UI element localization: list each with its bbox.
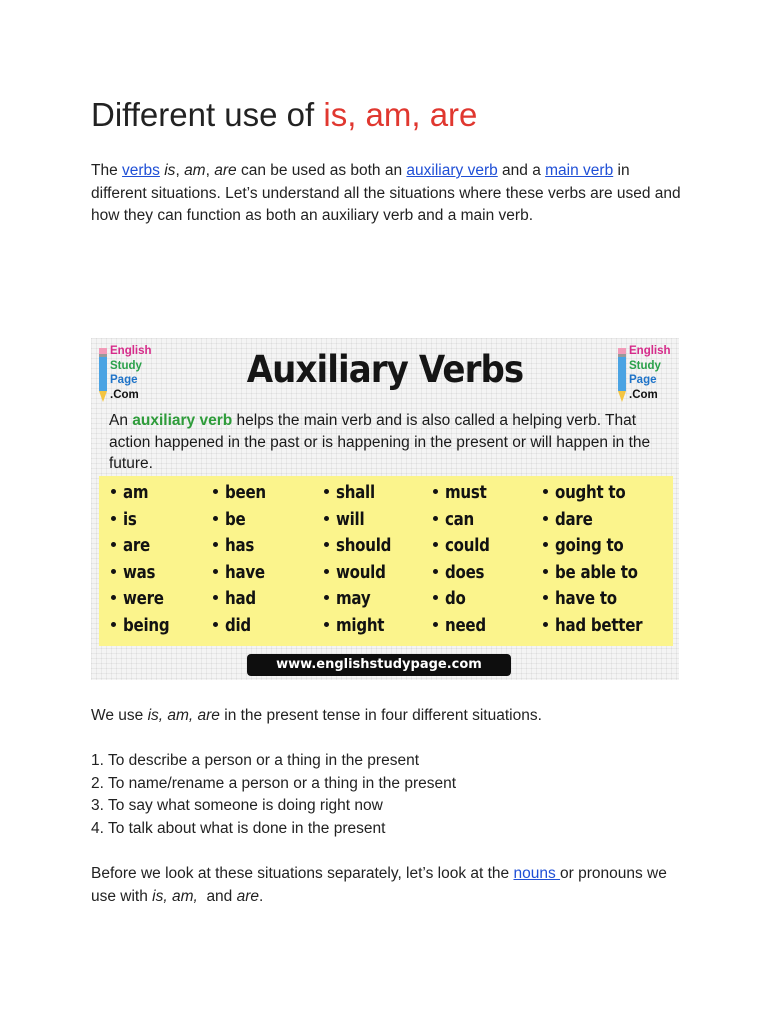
intro-text: The	[91, 162, 123, 179]
list-item: 2. To name/rename a person or a thing in the present	[91, 774, 457, 792]
verb-item: could	[433, 533, 497, 560]
closing-text: .	[259, 887, 264, 905]
verb-item: must	[433, 480, 497, 507]
desc-highlight: auxiliary verb	[132, 412, 233, 429]
verb-item: are	[111, 533, 177, 560]
closing-text: Before we look at these situations separately, let’s look at the	[91, 865, 514, 882]
page-title	[91, 96, 477, 134]
usage-text: in the present tense in four different situations.	[219, 707, 542, 724]
closing-emphasis: is, am,	[152, 887, 198, 905]
desc-text: An	[109, 412, 133, 429]
logo-word: Page	[629, 374, 657, 386]
verb-item: had better	[543, 613, 657, 640]
verb-item: might	[324, 613, 400, 640]
auxiliary-verb-link[interactable]: auxiliary verb	[406, 162, 498, 179]
verb-item: going to	[543, 533, 657, 560]
closing-text: or pronouns we use with	[91, 865, 667, 905]
verb-column	[213, 480, 273, 640]
logo-word: English	[110, 345, 152, 357]
verb-item: dare	[543, 507, 657, 534]
verb-item: been	[213, 480, 273, 507]
verb-item: am	[111, 480, 177, 507]
verb-item: did	[213, 613, 273, 640]
verb-item: have	[213, 560, 273, 587]
verb-item: do	[433, 586, 497, 613]
verb-item: shall	[324, 480, 400, 507]
intro-emphasis: are	[214, 162, 237, 179]
list-item: 3. To say what someone is doing right now	[91, 797, 383, 814]
auxiliary-verbs-infographic	[91, 338, 679, 680]
logo-word: .Com	[110, 388, 139, 401]
verb-item: were	[111, 586, 177, 613]
verb-item: had	[213, 586, 273, 613]
verbs-link[interactable]: verbs	[122, 162, 160, 179]
logo-word: .Com	[629, 388, 658, 401]
intro-text: ,	[205, 162, 215, 179]
list-item: 4. To talk about what is done in the present	[91, 819, 386, 837]
verb-item: be	[213, 507, 273, 534]
verb-item: was	[111, 560, 177, 587]
verb-item: need	[433, 613, 497, 640]
website-url-badge: www.englishstudypage.com	[247, 654, 511, 676]
verb-item: can	[433, 507, 497, 534]
intro-emphasis: am	[184, 162, 206, 179]
intro-text: in different situations. Let’s understand all the situations where these verbs are used and how they can function as both an auxiliary verb and a main verb.	[91, 162, 681, 224]
infographic-description	[109, 410, 669, 475]
intro-paragraph	[91, 160, 681, 228]
verb-column	[433, 480, 497, 640]
verb-item: ought to	[543, 480, 657, 507]
infographic-title: Auxiliary Verbs	[246, 348, 524, 391]
verb-item: does	[433, 560, 497, 587]
logo-word: Study	[629, 359, 661, 372]
verb-item: would	[324, 560, 400, 587]
logo-word: Page	[110, 374, 138, 386]
usage-text: We use	[91, 707, 148, 724]
verb-item: be able to	[543, 560, 657, 587]
pencil-icon	[99, 348, 107, 402]
verb-item: has	[213, 533, 273, 560]
main-verb-link[interactable]: main verb	[545, 162, 614, 179]
desc-text: helps the main verb and is also called a helping verb. That action happened in the past or is happening in the present or will happen in the future.	[109, 412, 651, 472]
nouns-link[interactable]: nouns	[513, 865, 561, 882]
verb-item: have to	[543, 586, 657, 613]
title-prefix: Different use of	[91, 96, 324, 133]
intro-text: can be used as both an	[236, 162, 407, 179]
verb-column	[543, 480, 657, 640]
verb-item: may	[324, 586, 400, 613]
intro-text: and a	[497, 162, 546, 179]
closing-paragraph	[91, 863, 681, 908]
verb-column	[111, 480, 177, 640]
closing-emphasis: are	[236, 887, 260, 905]
verb-item: being	[111, 613, 177, 640]
verb-column	[324, 480, 400, 640]
list-item: 1. To describe a person or a thing in the present	[91, 752, 420, 769]
title-accent: is, am, are	[323, 96, 478, 133]
closing-text: and	[197, 887, 237, 905]
intro-emphasis: is	[164, 162, 176, 179]
usage-paragraph	[91, 705, 681, 728]
logo-word: Study	[110, 359, 142, 372]
verb-item: is	[111, 507, 177, 534]
situations-list	[91, 750, 681, 840]
usage-emphasis: is, am, are	[147, 707, 220, 724]
logo-word: English	[629, 345, 671, 357]
verb-item: should	[324, 533, 400, 560]
verb-item: will	[324, 507, 400, 534]
intro-text: ,	[175, 162, 185, 179]
verb-list-panel	[99, 476, 673, 646]
